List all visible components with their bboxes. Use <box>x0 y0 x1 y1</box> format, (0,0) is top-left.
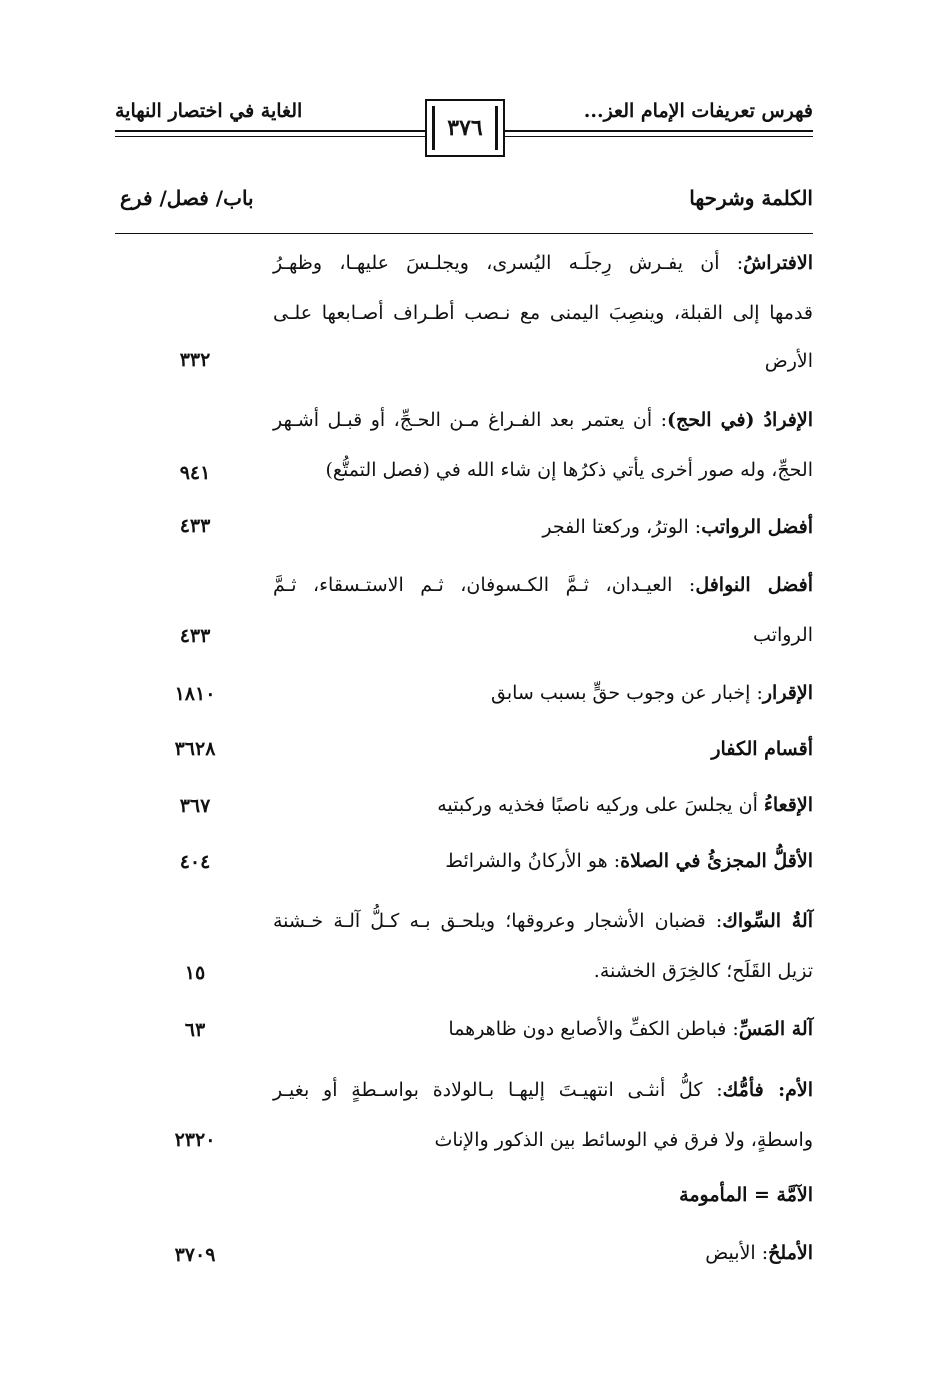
entry-term: الأقلُّ المجزئُ في الصلاة <box>620 850 813 872</box>
entry-line: قدمها إلى القبلة، وينصِبَ اليمنى مع نـصب أطـراف أصـابعها علـى <box>273 302 813 324</box>
entry-line: أفضل النوافل: العيـدان، ثـمَّ الكـسوفان، ثـم الاستـسقاء، ثـمَّ <box>273 574 813 596</box>
header-rule-left-top <box>115 130 427 132</box>
entry-line: آلةُ السِّواك: قضبان الأشجار وعروقها؛ ويلحـق بـه كـلُّ آلـة خـشنة <box>273 910 813 932</box>
entry-line: الإفرادُ (في الحج): أن يعتمر بعد الفـراغ مـن الحـجِّ، أو قبـل أشـهر <box>273 409 813 431</box>
entry-reference: ١٨١٠ <box>174 683 216 705</box>
header-rule-right-bottom <box>503 136 813 137</box>
entry-term: الآمَّة <box>776 1184 813 1206</box>
entry-line: الآمَّة = المأمومة <box>679 1184 813 1206</box>
entry-term: آلة المَسِّ <box>738 1018 813 1040</box>
entry-line: واسطةٍ، ولا فرق في الوسائط بين الذكور والإناث <box>434 1129 813 1151</box>
entry-term: الافتراشُ <box>743 252 813 274</box>
entry-line: الأم: فأمُّك: كلُّ أنثـى انتهيـتَ إليهـا بـالولادة بواسـطةٍ أو بغيـر <box>273 1079 813 1101</box>
entry-term: الإقعاءُ <box>763 794 813 816</box>
entry-line: الافتراشُ: أن يفـرش رِجلَـه اليُسرى، ويجلـسَ عليهـا، وظهـرُ <box>273 252 813 274</box>
entry-line: الإقعاءُ أن يجلسَ على وركيه ناصبًا فخذيه وركبتيه <box>437 794 813 816</box>
running-header-book-title: الغاية في اختصار النهاية <box>115 100 303 122</box>
running-header-section-title: فهرس تعريفات الإمام العز... <box>583 100 813 122</box>
entry-reference: ٣٣٢ <box>179 349 211 371</box>
entry-line: الحجِّ، وله صور أخرى يأتي ذكرُها إن شاء الله في (فصل التمتُّع) <box>325 459 813 481</box>
entry-line: آلة المَسِّ: فباطن الكفِّ والأصابع دون ظاهرهما <box>448 1018 813 1040</box>
entry-reference: ٤٠٤ <box>179 851 211 873</box>
entry-reference: ٢٣٢٠ <box>174 1129 216 1151</box>
entry-line: أفضل الرواتب: الوترُ، وركعتا الفجر <box>542 516 813 538</box>
column-heading-term: الكلمة وشرحها <box>689 186 813 210</box>
entry-reference: ٣٧٠٩ <box>174 1244 216 1266</box>
entry-reference: ١٥ <box>184 962 206 984</box>
entry-line: الأملحُ: الأبيض <box>705 1242 813 1264</box>
entry-line: الأقلُّ المجزئُ في الصلاة: هو الأركانُ والشرائط <box>445 850 813 872</box>
entry-line: تزيل القَلَح؛ كالخِرَق الخشنة. <box>593 960 813 982</box>
entry-term: الأم: فأمُّك <box>722 1079 813 1101</box>
entry-term: الأملحُ <box>768 1242 813 1264</box>
entry-line: أقسام الكفار <box>711 738 813 760</box>
entry-reference: ٣٦٧ <box>179 795 211 817</box>
entry-reference: ٤٣٣ <box>179 625 211 647</box>
entry-reference: ٤٣٣ <box>179 515 211 537</box>
entry-term: الإقرار <box>762 682 813 704</box>
entry-reference: ٦٣ <box>184 1019 206 1041</box>
entry-term: آلةُ السِّواك <box>722 910 813 932</box>
entry-term: الإفرادُ (في الحج) <box>667 409 813 431</box>
entry-line: الإقرار: إخبار عن وجوب حقٍّ بسبب سابق <box>491 682 813 704</box>
header-rule-left-bottom <box>115 136 427 137</box>
entry-reference: ٣٦٢٨ <box>174 738 216 760</box>
page-number-frame <box>425 99 505 157</box>
column-heading-rule <box>115 233 813 234</box>
header-rule-right-top <box>503 130 813 132</box>
entry-term: أفضل الرواتب <box>701 516 813 538</box>
entry-term: أفضل النوافل <box>695 574 813 596</box>
entry-line: الرواتب <box>753 624 813 646</box>
column-heading-reference: باب/ فصل/ فرع <box>120 186 254 210</box>
entry-reference: ٩٤١ <box>179 462 211 484</box>
entry-line: الأرض <box>764 350 813 372</box>
page-number: ٣٧٦ <box>447 115 483 141</box>
